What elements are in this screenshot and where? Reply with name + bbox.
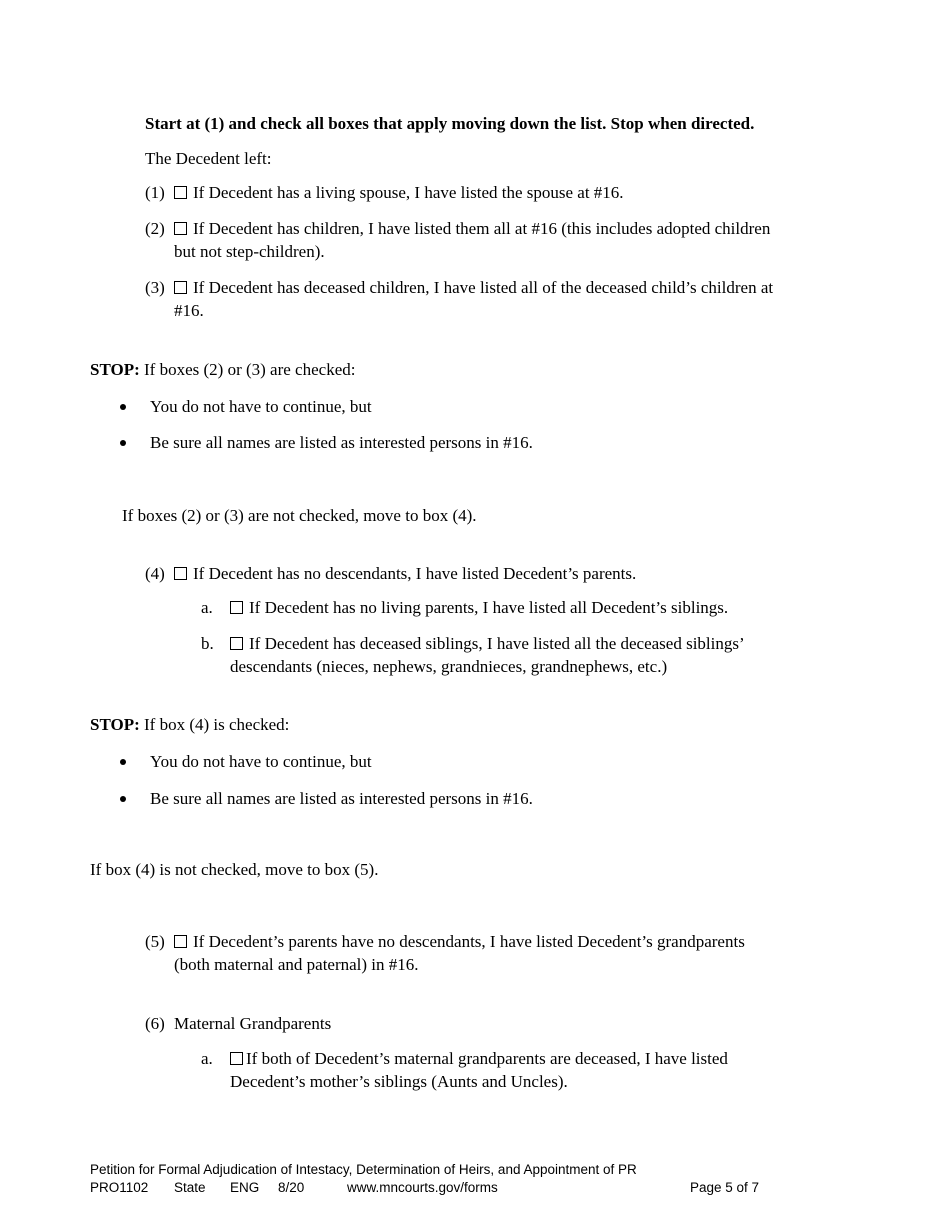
bullet-text: You do not have to continue, but (150, 752, 372, 771)
item-3 (145, 276, 845, 324)
footer-date: 8/20 (278, 1180, 305, 1195)
item-6a-text-cont: Decedent’s mother’s siblings (Aunts and Uncles). (230, 1072, 568, 1091)
item-6a (201, 1047, 841, 1095)
item-4a-text: If Decedent has no living parents, I have listed all Decedent’s siblings. (249, 598, 729, 617)
item-4a-letter: a. (201, 598, 213, 617)
item-2-text-cont: but not step-children). (174, 242, 325, 261)
item-3-number: (3) (145, 278, 165, 297)
item-1-checkbox[interactable] (174, 186, 187, 199)
item-2-checkbox[interactable] (174, 222, 187, 235)
bullet-text: Be sure all names are listed as interested persons in #16. (150, 789, 533, 808)
footer-meta (90, 1179, 790, 1197)
stop-condition: If boxes (2) or (3) are checked: (144, 360, 356, 379)
item-4b-letter: b. (201, 634, 214, 653)
stop-notice-1 (90, 358, 355, 381)
item-5 (145, 930, 845, 978)
item-4b (201, 632, 841, 680)
footer-url[interactable]: www.mncourts.gov/forms (347, 1180, 498, 1195)
instruction-heading: Start at (1) and check all boxes that apply moving down the list. Stop when directed. (145, 114, 755, 133)
item-4-text: If Decedent has no descendants, I have listed Decedent’s parents. (193, 564, 637, 583)
footer-jurisdiction: State (174, 1180, 206, 1195)
bullet-icon (120, 796, 126, 802)
item-3-text: If Decedent has deceased children, I have listed all of the deceased child’s children at (193, 278, 774, 297)
item-6a-letter: a. (201, 1049, 213, 1068)
stop-label: STOP: (90, 715, 140, 734)
item-5-text: If Decedent’s parents have no descendants, I have listed Decedent’s grandparents (193, 932, 745, 951)
item-6a-checkbox[interactable] (230, 1052, 243, 1065)
item-1 (145, 181, 845, 205)
bullet-icon (120, 759, 126, 765)
item-6a-text: If both of Decedent’s maternal grandparents are deceased, I have listed (246, 1049, 728, 1068)
item-4-checkbox[interactable] (174, 567, 187, 580)
stop-notice-2 (90, 713, 289, 736)
item-4b-checkbox[interactable] (230, 637, 243, 650)
item-4a-checkbox[interactable] (230, 601, 243, 614)
item-3-checkbox[interactable] (174, 281, 187, 294)
stop-condition: If box (4) is checked: (144, 715, 290, 734)
item-5-checkbox[interactable] (174, 935, 187, 948)
footer-language: ENG (230, 1180, 260, 1195)
item-6 (145, 1012, 845, 1036)
decedent-left-label: The Decedent left: (145, 149, 272, 168)
item-5-number: (5) (145, 932, 165, 951)
item-4-number: (4) (145, 564, 165, 583)
item-1-number: (1) (145, 183, 165, 202)
footer-form-title: Petition for Formal Adjudication of Intestacy, Determination of Heirs, and Appointment of PR (90, 1162, 637, 1177)
item-6-number: (6) (145, 1014, 165, 1033)
item-4a (201, 596, 841, 620)
item-2-text: If Decedent has children, I have listed them all at #16 (this includes adopted children (193, 219, 771, 238)
bullet-icon (120, 404, 126, 410)
move-instruction-1: If boxes (2) or (3) are not checked, move to box (4). (122, 506, 477, 525)
stop-label: STOP: (90, 360, 140, 379)
move-instruction-2: If box (4) is not checked, move to box (5). (90, 860, 379, 879)
item-4b-text-cont: descendants (nieces, nephews, grandnieces, grandnephews, etc.) (230, 657, 668, 676)
item-2 (145, 217, 845, 265)
item-4 (145, 562, 845, 586)
bullet-text: Be sure all names are listed as interested persons in #16. (150, 433, 533, 452)
bullet-icon (120, 440, 126, 446)
item-1-text: If Decedent has a living spouse, I have listed the spouse at #16. (193, 183, 624, 202)
item-4b-text: If Decedent has deceased siblings, I have listed all the deceased siblings’ (249, 634, 745, 653)
item-2-number: (2) (145, 219, 165, 238)
footer-page-number: Page 5 of 7 (690, 1180, 760, 1195)
item-3-text-cont: #16. (174, 301, 204, 320)
item-6-heading: Maternal Grandparents (174, 1014, 332, 1033)
footer-form-id: PRO1102 (90, 1180, 149, 1195)
item-5-text-cont: (both maternal and paternal) in #16. (174, 955, 419, 974)
bullet-text: You do not have to continue, but (150, 397, 372, 416)
